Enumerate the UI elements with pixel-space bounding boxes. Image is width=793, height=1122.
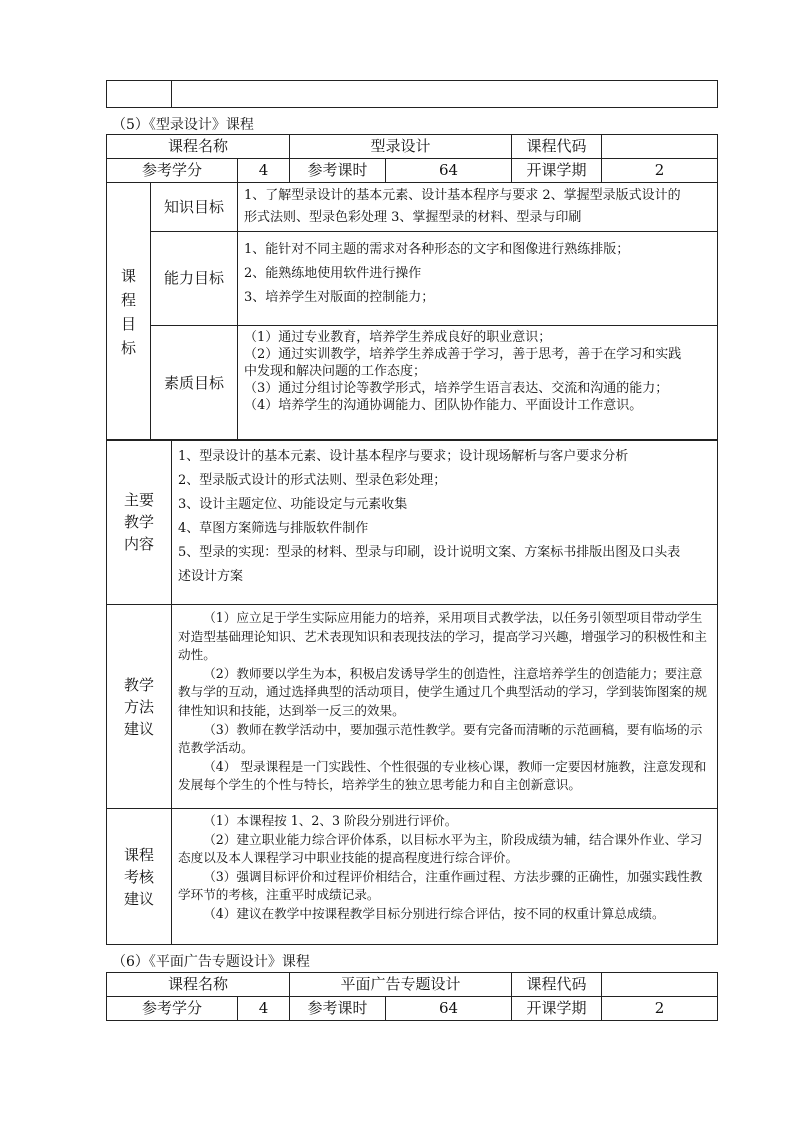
assessment-paragraph: （1）本课程按 1、2、3 阶段分别进行评价。 — [203, 813, 458, 828]
course6-hours-value: 64 — [386, 997, 512, 1021]
knowledge-line: 1、了解型录设计的基本元素、设计基本程序与要求 2、掌握型录版式设计的 — [244, 188, 681, 203]
content-line: 1、型录设计的基本元素、设计基本程序与要求；设计现场解析与客户要求分析 — [178, 449, 629, 464]
assessment-label-line: 考核 — [123, 867, 154, 886]
assessment-label-line: 建议 — [123, 889, 154, 908]
methods-paragraph: （2）教师要以学生为本，积极启发诱导学生的创造性，注意培养学生的创造能力；要注意教与学的互动，通过选择典型的活动项目，使学生通过几个典型活动的学习，学到装饰图案的规律性知识和技能，达到举一反三的效果。 — [178, 665, 707, 718]
main-content-text — [172, 440, 718, 605]
course-name-value: 型录设计 — [290, 135, 512, 159]
assessment-label — [107, 809, 172, 945]
methods-paragraph: （4） 型录课程是一门实践性、个性很强的专业核心课，教师一定要因材施教，注意发现和发展每个学生的个性与特长，培养学生的独立思考能力和自主创新意识。 — [178, 758, 707, 793]
content-line: 3、设计主题定位、功能设定与元素收集 — [178, 497, 408, 512]
hours-label: 参考课时 — [290, 159, 386, 183]
term-label: 开课学期 — [512, 159, 602, 183]
course5-goals-table — [106, 182, 718, 441]
methods-paragraph: （1）应立足于学生实际应用能力的培养，采用项目式教学法，以任务引领型项目带动学生对造型基础理论知识、艺术表现知识和表现技法的学习，提高学习兴趣，增强学习的积极性和主动性。 — [178, 610, 707, 663]
teaching-methods-label-line: 建议 — [123, 719, 154, 738]
quality-line: （1）通过专业教育，培养学生养成良好的职业意识； — [244, 330, 552, 345]
teaching-methods-label-line: 方法 — [123, 697, 154, 716]
ability-goal-text — [238, 232, 718, 326]
quality-goal-label: 素质目标 — [151, 326, 238, 441]
course6-credit-label: 参考学分 — [107, 997, 238, 1021]
ability-line: 2、能熟练地使用软件进行操作 — [244, 266, 422, 281]
methods-paragraph: （3）教师在教学活动中，要加强示范性教学。要有完备而清晰的示范画稿，要有临场的示范教学活动。 — [178, 721, 703, 756]
assessment-text — [172, 809, 718, 945]
hours-value: 64 — [386, 159, 512, 183]
quality-goal-text — [238, 326, 718, 441]
main-content-label-line: 主要 — [123, 491, 154, 509]
course5-heading: （5）《型录设计》课程 — [112, 117, 254, 133]
course6-header-table — [106, 972, 718, 1021]
credit-label: 参考学分 — [107, 159, 238, 183]
quality-line: （3）通过分组讨论等教学形式，培养学生语言表达、交流和沟通的能力； — [244, 381, 669, 396]
assessment-label-line: 课程 — [123, 845, 154, 864]
main-content-label-line: 教学 — [123, 513, 154, 531]
content-line: 述设计方案 — [178, 569, 244, 584]
course-goals-label — [107, 183, 151, 441]
course-code-value — [602, 135, 718, 159]
course5-details-table — [106, 439, 718, 945]
ability-goal-label: 能力目标 — [151, 232, 238, 326]
teaching-methods-text — [172, 605, 718, 809]
teaching-methods-label-line: 教学 — [123, 675, 154, 694]
course-code-label: 课程代码 — [512, 135, 602, 159]
course-goals-text: 课程目标 — [120, 266, 136, 357]
top-table — [106, 80, 718, 108]
course5-header-table — [106, 134, 718, 183]
assessment-paragraph: （2）建立职业能力综合评价体系，以目标水平为主，阶段成绩为辅，结合课外作业、学习态度以及本人课程学习中职业技能的提高程度进行综合评价。 — [178, 831, 703, 866]
knowledge-goal-text — [238, 183, 718, 232]
course6-code-value — [602, 973, 718, 997]
quality-line: （2）通过实训教学，培养学生养成善于学习，善于思考，善于在学习和实践 — [244, 347, 682, 362]
assessment-paragraph: （4）建议在教学中按课程教学目标分别进行综合评估，按不同的权重计算总成绩。 — [203, 905, 665, 921]
content-line: 5、型录的实现：型录的材料、型录与印刷，设计说明文案、方案标书排版出图及口头表 — [178, 545, 681, 560]
main-content-label-line: 内容 — [123, 535, 154, 553]
course6-heading: （6）《平面广告专题设计》课程 — [112, 954, 310, 970]
course6-hours-label: 参考课时 — [290, 997, 386, 1021]
teaching-methods-label — [107, 605, 172, 809]
course6-code-label: 课程代码 — [512, 973, 602, 997]
content-line: 4、草图方案筛选与排版软件制作 — [178, 521, 369, 536]
top-table-cell — [107, 81, 172, 108]
course6-term-label: 开课学期 — [512, 997, 602, 1021]
course-name-label: 课程名称 — [107, 135, 290, 159]
term-value: 2 — [602, 159, 718, 183]
ability-line: 1、能针对不同主题的需求对各种形态的文字和图像进行熟练排版； — [244, 242, 630, 257]
course6-term-value: 2 — [602, 997, 718, 1021]
quality-line: （4）培养学生的沟通协调能力、团队协作能力、平面设计工作意识。 — [244, 398, 643, 413]
content-line: 2、型录版式设计的形式法则、型录色彩处理； — [178, 473, 447, 488]
main-content-label — [107, 440, 172, 605]
knowledge-line: 形式法则、型录色彩处理 3、掌握型录的材料、型录与印刷 — [244, 210, 582, 225]
course6-name-label: 课程名称 — [107, 973, 290, 997]
top-table-cell — [172, 81, 718, 108]
quality-line: 中发现和解决问题的工作态度； — [244, 364, 427, 379]
credit-value: 4 — [238, 159, 290, 183]
course6-credit-value: 4 — [238, 997, 290, 1021]
knowledge-goal-label: 知识目标 — [151, 183, 238, 232]
assessment-paragraph: （3）强调目标评价和过程评价相结合，注重作画过程、方法步骤的正确性，加强实践性教学环节的考核，注重平时成绩记录。 — [178, 868, 703, 903]
ability-line: 3、培养学生对版面的控制能力； — [244, 290, 435, 305]
course6-name-value: 平面广告专题设计 — [290, 973, 512, 997]
